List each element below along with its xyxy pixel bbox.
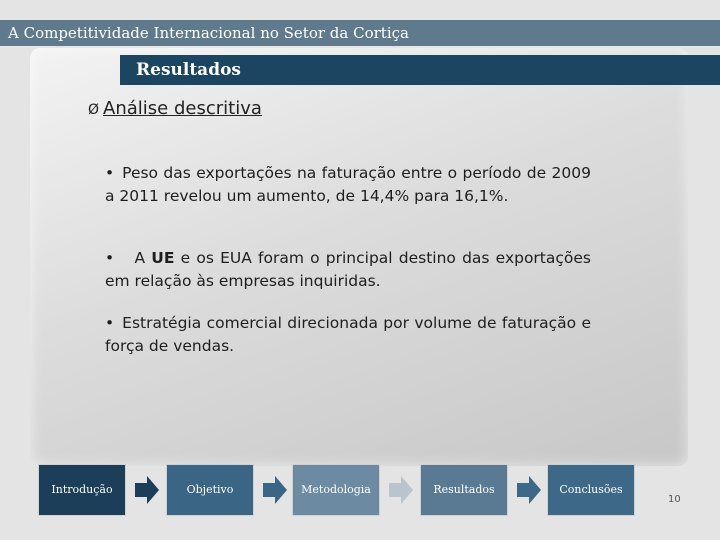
arrow-right-icon <box>515 474 543 506</box>
presentation-title: A Competitividade Internacional no Setor da Cortiça <box>8 24 409 42</box>
nav-button-label: Metodologia <box>301 483 371 496</box>
nav-button-introducao[interactable] <box>38 464 126 516</box>
bullet-text-pre: A <box>134 249 152 267</box>
nav-button-metodologia[interactable] <box>292 464 380 516</box>
bullet-item <box>105 247 591 293</box>
bullet-dot-icon: • <box>105 249 115 267</box>
nav-button-label: Objetivo <box>186 483 234 496</box>
arrow-right-icon <box>133 474 161 506</box>
arrow-bullet-icon: Ø <box>88 102 100 118</box>
bullet-text-post: e os EUA foram o principal destino das exportações em relação às empresas inquiridas. <box>105 249 591 290</box>
nav-button-label: Introdução <box>51 483 113 496</box>
section-title: Resultados <box>136 60 241 80</box>
page-number: 10 <box>668 494 681 505</box>
arrow-right-icon <box>261 474 289 506</box>
presentation-title-bar <box>0 20 720 46</box>
bullet-dot-icon: • <box>105 314 115 332</box>
nav-button-conclusoes[interactable] <box>547 464 635 516</box>
bullet-dot-icon: • <box>105 164 115 182</box>
nav-button-label: Conclusões <box>559 483 623 496</box>
bullet-item <box>105 162 591 208</box>
subheading-text: Análise descritiva <box>103 98 262 119</box>
subheading <box>88 98 262 119</box>
nav-button-label: Resultados <box>433 483 495 496</box>
nav-button-resultados[interactable] <box>420 464 508 516</box>
section-title-bar <box>120 55 720 85</box>
bullet-text: Estratégia comercial direcionada por volume de faturação e força de vendas. <box>105 314 591 355</box>
bullet-item <box>105 312 591 358</box>
arrow-right-icon <box>387 474 415 506</box>
nav-button-objetivo[interactable] <box>166 464 254 516</box>
bullet-text: Peso das exportações na faturação entre o período de 2009 a 2011 revelou um aumento, de 14,4% para 16,1%. <box>105 164 591 205</box>
bullet-emphasis: UE <box>151 249 175 267</box>
navigation-bar <box>0 464 720 518</box>
